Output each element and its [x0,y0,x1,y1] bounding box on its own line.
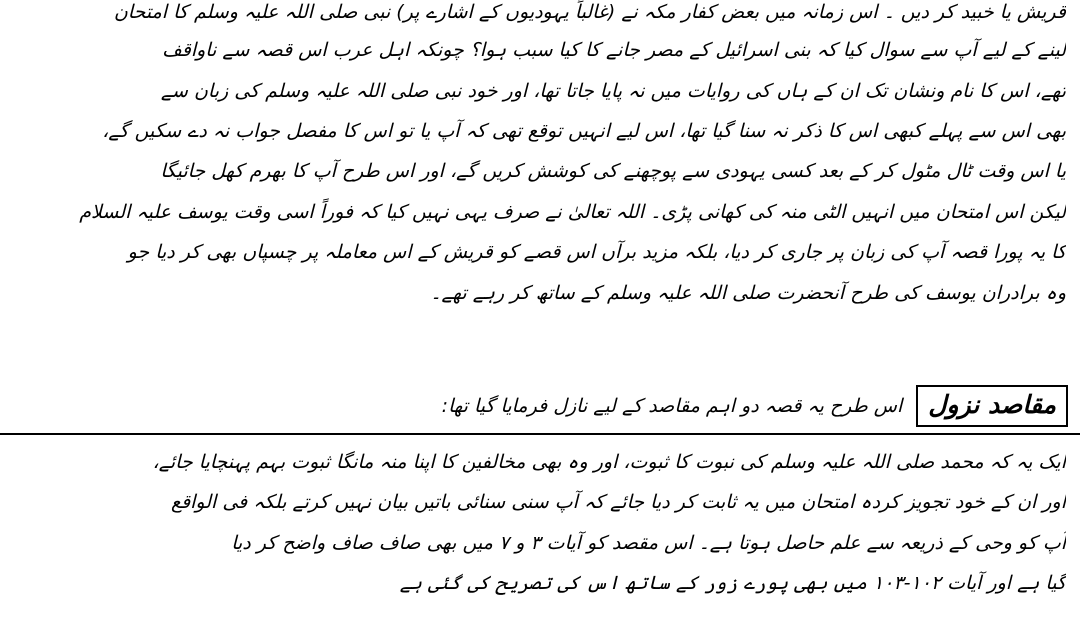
text-line-12: آپ کو وحی کے ذریعہ سے علم حاصل ہوتا ہے۔ اس مقصد کو آیات ۳ و ۷ میں بھی صاف صاف واضح کر دیا [231,532,1066,554]
text-line-11: اور ان کے خود تجویز کردہ امتحان میں یہ ثابت کر دیا جائے کہ آپ سنی سنائی باتیں بیان نہیں کرتے بلکہ فی الواقع [170,491,1066,513]
text-line-3: تھے، اس کا نام ونشان تک ان کے ہاں کی روایات میں نہ پایا جاتا تھا، اور خود نبی صلی اللہ علیہ وسلم کی زبان سے [160,80,1066,102]
section-divider [0,433,1080,435]
section-heading-row [12,384,1068,428]
text-line-6: لیکن اس امتحان میں انہیں الٹی منہ کی کھانی پڑی۔ اللہ تعالیٰ نے صرف یہی نہیں کیا کہ فوراً اسی وقت یوسف علیہ السلام [79,201,1066,223]
text-line-7: کا یہ پورا قصہ آپ کی زبان پر جاری کر دیا، بلکہ مزید برآں اس قصے کو قریش کے اس معاملہ پر چسپاں بھی کر دیا جو [127,241,1066,263]
text-line-2: لینے کے لیے آپ سے سوال کیا کہ بنی اسرائیل کے مصر جانے کا کیا سبب ہوا؟ چونکہ اہل عرب اس قصہ سے ناواقف [162,39,1066,61]
text-line-5: یا اس وقت ٹال مٹول کر کے بعد کسی یہودی سے پوچھنے کی کوشش کریں گے، اور اس طرح آپ کا بھرم کھل جائیگا [160,160,1066,182]
section-heading-text: اس طرح یہ قصہ دو اہم مقاصد کے لیے نازل فرمایا گیا تھا: [441,395,903,417]
text-line-4: بھی اس سے پہلے کبھی اس کا ذکر نہ سنا گیا تھا، اس لیے انہیں توقع تھی کہ آپ یا تو اس کا مفصل جواب نہ دے سکیں گے، [102,120,1066,142]
text-line-9 [12,312,1066,352]
section-heading-title: مقاصد نزول [916,385,1068,427]
text-line-1: قریش یا خبید کر دیں ۔ اس زمانہ میں بعض کفار مکہ نے (غالباً یہودیوں کے اشارے پر) نبی صلی اللہ علیہ وسلم کا امتحان [113,1,1066,23]
text-line-13: گیا ہے اور آیات ۱۰۲-۱۰۳ میں بھی پورے زور کے ساتھ اس کی تصریح کی گئی ہے [399,572,1066,594]
text-line-8: وہ برادران یوسف کی طرح آنحضرت صلی اللہ علیہ وسلم کے ساتھ کر رہے تھے۔ [430,282,1066,304]
text-line-10: ایک یہ کہ محمد صلی اللہ علیہ وسلم کی نبوت کا ثبوت، اور وہ بھی مخالفین کا اپنا منہ مانگا ثبوت بہم پہنچایا جائے، [152,451,1066,473]
